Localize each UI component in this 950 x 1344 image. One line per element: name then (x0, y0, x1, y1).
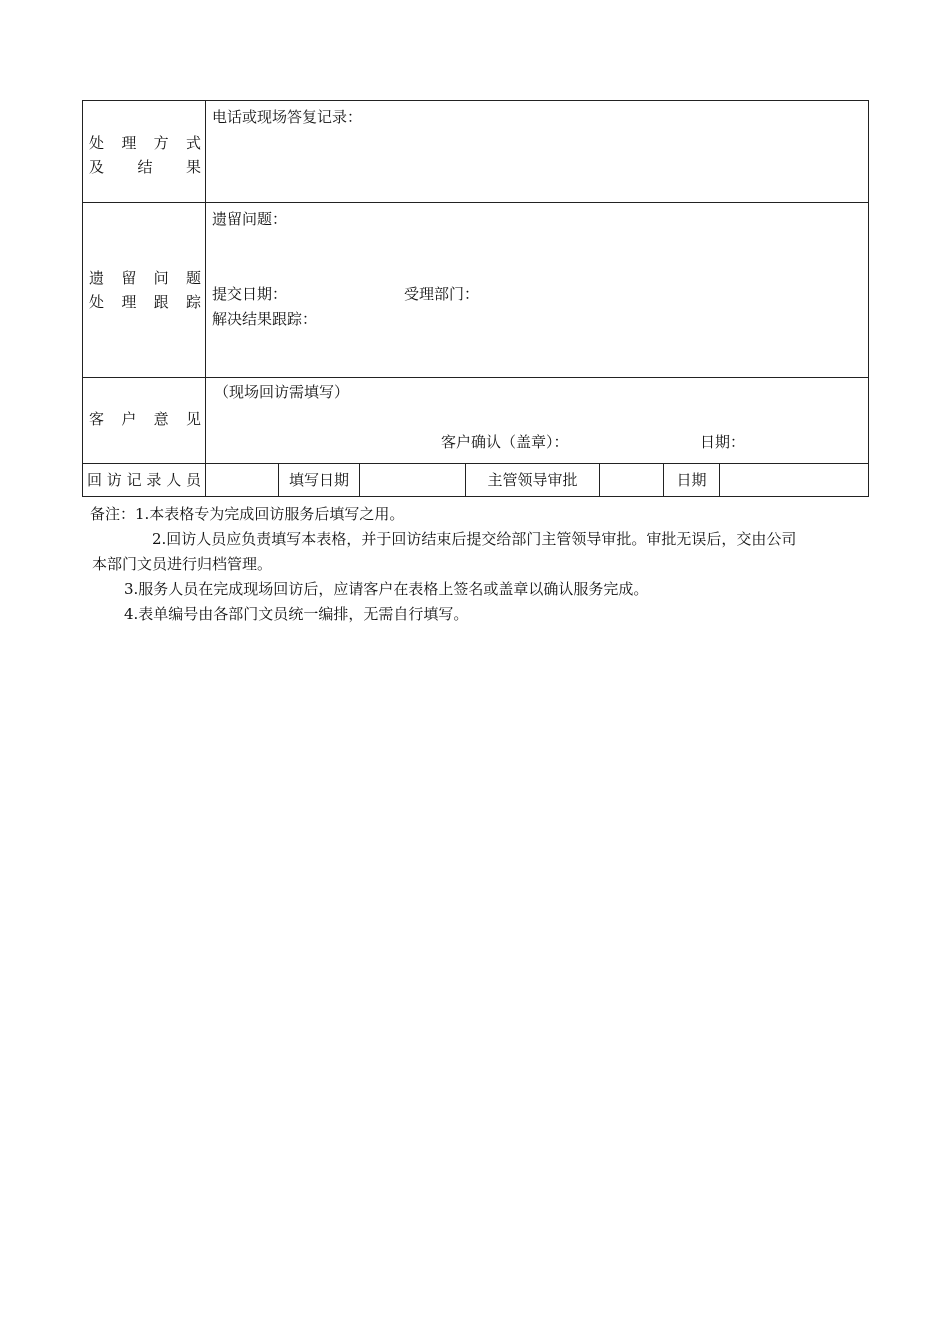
label-char: 回 (87, 471, 103, 489)
confirm-date-label: 日期： (700, 433, 746, 451)
label-char: 及 (89, 157, 105, 176)
date-value[interactable] (720, 464, 869, 497)
customer-confirm-label: 客户确认（盖章）： (441, 433, 569, 451)
label-char: 式 (185, 133, 201, 152)
label-char: 理 (121, 293, 137, 311)
tracking-label: 解决结果跟踪： (212, 310, 318, 328)
label-char: 问 (153, 269, 169, 287)
remaining-content[interactable] (206, 203, 869, 378)
onsite-note: （现场回访需填写） (214, 383, 350, 401)
recorder-value[interactable] (206, 464, 279, 497)
label-char: 理 (121, 133, 137, 152)
label-char: 处 (89, 293, 105, 311)
handling-label (83, 101, 206, 203)
label-char: 踪 (185, 293, 201, 311)
fill-date-label: 填写日期 (279, 464, 360, 497)
note-line: 4.表单编号由各部门文员统一编排，无需自行填写。 (124, 605, 469, 623)
remaining-problem-label: 遗留问题： (212, 210, 288, 228)
label-char: 方 (153, 133, 169, 152)
label-char: 人 (166, 471, 182, 489)
recorder-label (83, 464, 206, 497)
label-char: 员 (185, 471, 201, 489)
note-line: 2.回访人员应负责填写本表格，并于回访结束后提交给部门主管领导审批。审批无误后，交由公司 (152, 530, 797, 548)
handling-content[interactable] (206, 101, 869, 203)
label-char: 结 (137, 157, 153, 176)
label-char: 意 (153, 409, 169, 428)
customer-content[interactable] (206, 378, 869, 464)
label-char: 访 (106, 471, 122, 489)
label-char: 果 (185, 157, 201, 176)
note-line: 本部门文员进行归档管理。 (92, 555, 273, 573)
note-line: 备注：1.本表格专为完成回访服务后填写之用。 (90, 505, 405, 523)
supervisor-value[interactable] (600, 464, 664, 497)
date-label: 日期 (664, 464, 720, 497)
label-char: 户 (121, 409, 137, 428)
label-char: 录 (146, 471, 162, 489)
label-char: 处 (89, 133, 105, 152)
customer-label (83, 378, 206, 464)
phone-reply-record-label: 电话或现场答复记录： (212, 108, 363, 126)
department-label: 受理部门： (404, 285, 480, 303)
notes (90, 502, 865, 627)
label-char: 记 (126, 471, 142, 489)
remaining-label (83, 203, 206, 378)
label-char: 见 (185, 409, 201, 428)
visit-record-form (82, 100, 869, 497)
supervisor-label: 主管领导审批 (466, 464, 600, 497)
label-char: 客 (89, 409, 105, 428)
fill-date-value[interactable] (360, 464, 466, 497)
label-char: 遗 (89, 269, 105, 287)
submit-date-label: 提交日期： (212, 285, 288, 303)
label-char: 留 (121, 269, 137, 287)
note-line: 3.服务人员在完成现场回访后，应请客户在表格上签名或盖章以确认服务完成。 (124, 580, 649, 598)
label-char: 题 (185, 269, 201, 287)
label-char: 跟 (153, 293, 169, 311)
